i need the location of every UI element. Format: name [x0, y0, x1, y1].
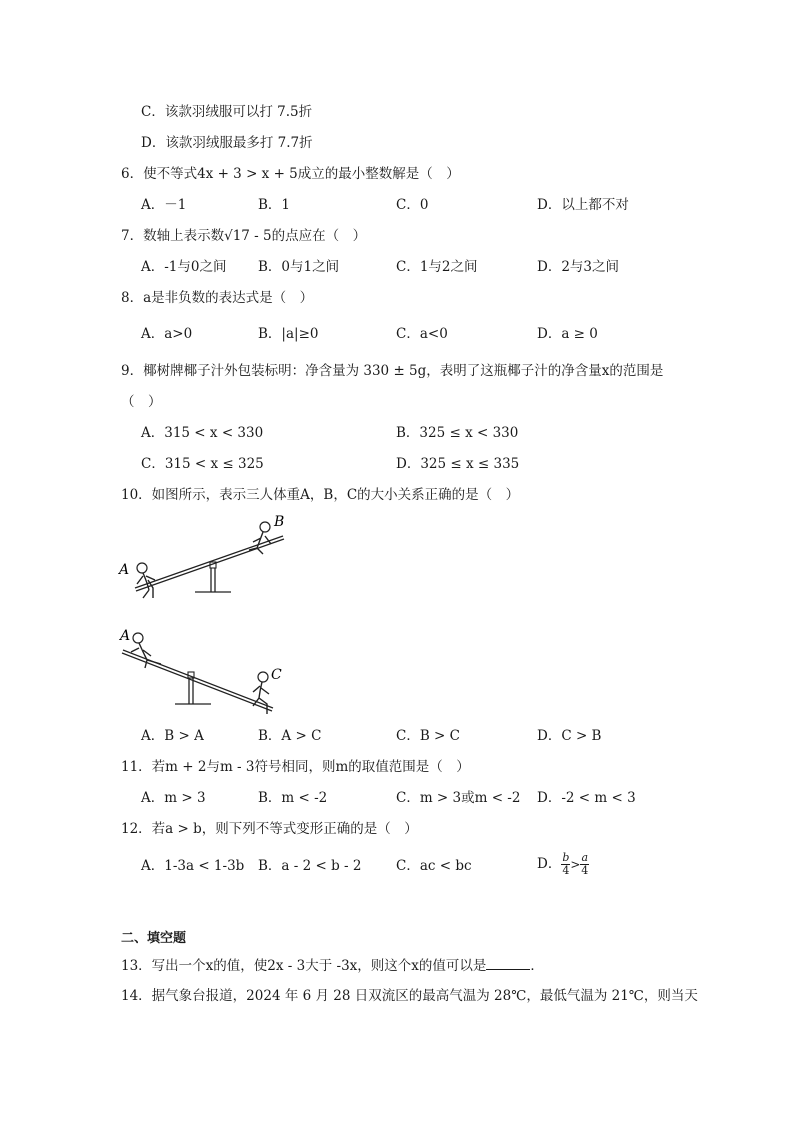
- q10-stem: 10．如图所示，表示三人体重A，B，C的大小关系正确的是（ ）: [121, 487, 520, 503]
- q9-option-b: B．325 ≤ x < 330: [396, 425, 519, 441]
- q11-option-c: C．m > 3或m < -2: [396, 790, 521, 806]
- label-a-2: A: [120, 628, 131, 644]
- label-a-1: A: [119, 562, 130, 578]
- q7-option-c: C．1与2之间: [396, 259, 478, 275]
- q14-stem: 14．据气象台报道，2024 年 6 月 28 日双流区的最高气温为 28℃，最低气温为 21℃，则当天: [121, 988, 698, 1004]
- answer-blank[interactable]: [486, 956, 530, 970]
- q13-stem: 13．写出一个x的值，使2x - 3大于 -3x，则这个x的值可以是 ．: [121, 958, 544, 974]
- fraction-a-over-4: $\frac{a}{4}$: [581, 851, 589, 877]
- q11-option-a: A．m > 3: [141, 790, 206, 806]
- section-heading-fill-in: 二、填空题: [121, 931, 187, 946]
- q5-option-d: D．该款羽绒服最多打 7.7折: [141, 135, 313, 151]
- q10-option-c: C．B > C: [396, 728, 460, 744]
- q8-option-a: A．a>0: [141, 326, 193, 342]
- q8-option-b: B．|a|≥0: [258, 326, 319, 342]
- q8-stem: 8．a是非负数的表达式是（ ）: [121, 290, 314, 306]
- q12-stem: 12．若a > b，则下列不等式变形正确的是（ ）: [121, 821, 418, 837]
- q9-option-a: A．315 < x < 330: [141, 425, 264, 441]
- q7-option-b: B．0与1之间: [258, 259, 340, 275]
- q9-option-d: D．325 ≤ x ≤ 335: [396, 456, 520, 472]
- q10-option-b: B．A > C: [258, 728, 322, 744]
- seesaw-figure-2: [115, 622, 295, 722]
- q6-stem: 6．使不等式4x + 3 > x + 5成立的最小整数解是（ ）: [121, 166, 460, 182]
- q5-option-c: C．该款羽绒服可以打 7.5折: [141, 104, 313, 120]
- seesaw-figure-1: [115, 510, 295, 610]
- q6-option-a: A．－1: [141, 197, 187, 213]
- q7-stem: 7．数轴上表示数√17 - 5的点应在（ ）: [121, 228, 367, 244]
- q10-option-a: A．B > A: [141, 728, 204, 744]
- q12-option-d: D． $\frac{b}{4}$ > $\frac{a}{4}$: [537, 851, 589, 877]
- q6-option-c: C．0: [396, 197, 429, 213]
- q6-option-d: D．以上都不对: [537, 197, 629, 213]
- label-b: B: [274, 514, 285, 530]
- q12-option-d-letter: D．: [537, 856, 562, 872]
- q11-option-b: B．m < -2: [258, 790, 328, 806]
- q11-stem: 11．若m + 2与m - 3符号相同，则m的取值范围是（ ）: [121, 759, 470, 775]
- q7-option-d: D．2与3之间: [537, 259, 620, 275]
- q8-option-c: C．a<0: [396, 326, 448, 342]
- q11-option-d: D．-2 < m < 3: [537, 790, 636, 806]
- q9-stem-paren: （ ）: [121, 394, 162, 410]
- q9-stem: 9．椰树牌椰子汁外包装标明：净含量为 330 ± 5g，表明了这瓶椰子汁的净含量x的范围是: [121, 363, 664, 379]
- fraction-b-over-4: $\frac{b}{4}$: [562, 851, 570, 877]
- q6-option-b: B．1: [258, 197, 291, 213]
- q12-option-c: C．ac < bc: [396, 858, 472, 874]
- label-c: C: [271, 667, 282, 683]
- q12-option-b: B．a - 2 < b - 2: [258, 858, 362, 874]
- q9-option-c: C．315 < x ≤ 325: [141, 456, 264, 472]
- q12-option-a: A．1-3a < 1-3b: [141, 858, 245, 874]
- q10-option-d: D．C > B: [537, 728, 602, 744]
- q8-option-d: D．a ≥ 0: [537, 326, 598, 342]
- q7-option-a: A．-1与0之间: [141, 259, 227, 275]
